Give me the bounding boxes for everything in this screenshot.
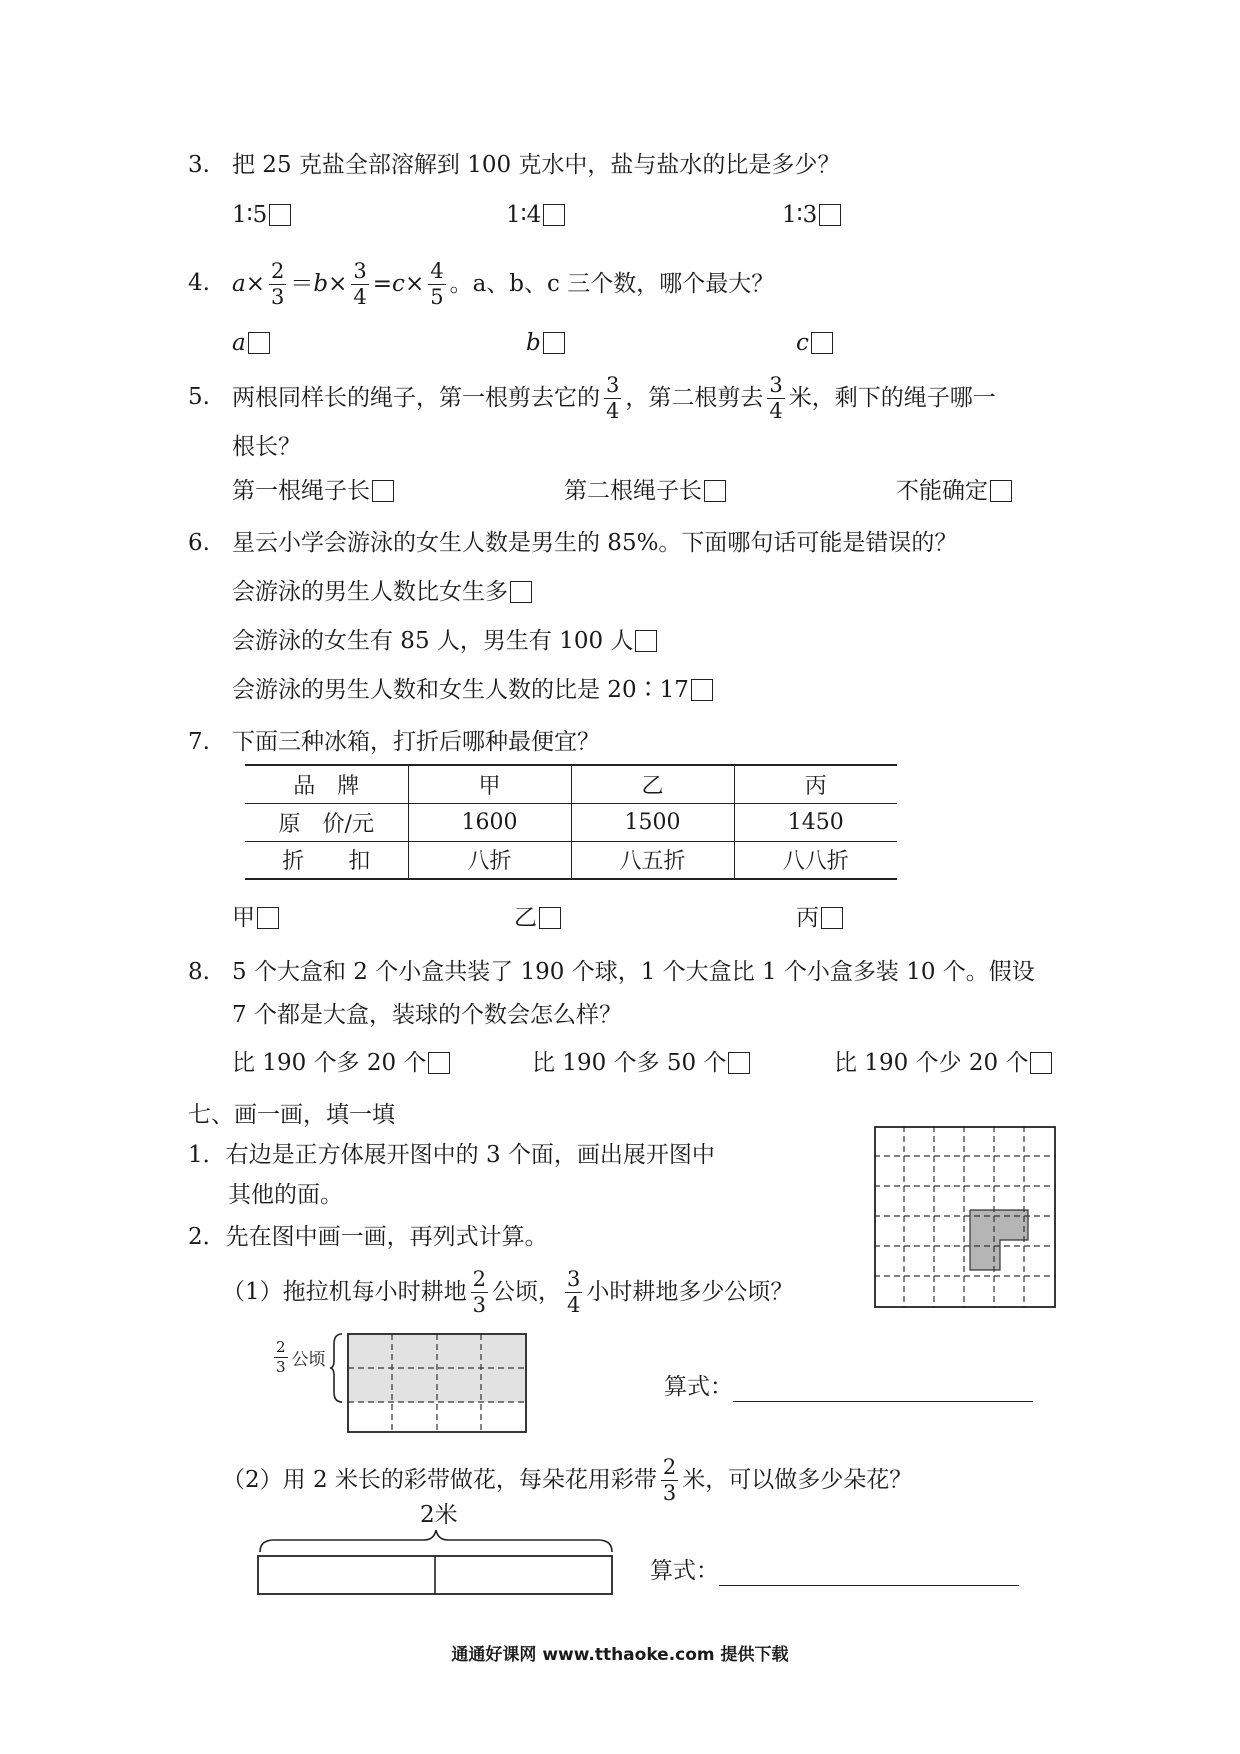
table-cell: 折 扣 xyxy=(282,849,371,875)
q3-option-3[interactable] xyxy=(782,200,841,230)
checkbox[interactable] xyxy=(691,679,713,701)
table-header-cell: 丙 xyxy=(734,765,897,803)
checkbox[interactable] xyxy=(269,204,291,226)
sub2-text-part: （2）用 2 米长的彩带做花，每朵花用彩带 xyxy=(222,1467,657,1493)
q3-option-2[interactable] xyxy=(506,200,565,230)
table-cell: 1450 xyxy=(734,803,897,841)
grid-lines xyxy=(874,1126,1056,1308)
formula-row-2 xyxy=(650,1556,1019,1586)
checkbox[interactable] xyxy=(543,204,565,226)
footer-text: 通通好课网 www.tthaoke.com 提供下载 xyxy=(451,1645,789,1665)
option-label: c xyxy=(796,330,809,356)
checkbox[interactable] xyxy=(704,480,726,502)
answer-line[interactable] xyxy=(719,1560,1019,1586)
checkbox[interactable] xyxy=(257,907,279,929)
checkbox[interactable] xyxy=(635,630,657,652)
checkbox[interactable] xyxy=(811,332,833,354)
table-cell: 八八折 xyxy=(734,841,897,879)
q5-number: 5. xyxy=(188,384,210,410)
formula-label: 算式： xyxy=(650,1558,719,1584)
checkbox[interactable] xyxy=(539,907,561,929)
section7-item1-line2: 其他的面。 xyxy=(228,1182,343,1208)
var-b: b xyxy=(313,271,329,297)
option-label: a xyxy=(232,330,246,356)
answer-line[interactable] xyxy=(733,1376,1033,1402)
equals-sign: = xyxy=(372,271,393,297)
table-cell: 1600 xyxy=(408,803,571,841)
section7-item1-line1: 1．右边是正方体展开图中的 3 个面，画出展开图中 xyxy=(188,1142,715,1168)
table-header-row xyxy=(245,765,897,803)
sub1-text-part: （1）拖拉机每小时耕地 xyxy=(222,1279,467,1305)
section7-item2: 2．先在图中画一画，再列式计算。 xyxy=(188,1224,548,1250)
checkbox[interactable] xyxy=(990,480,1012,502)
diagram2-label: 2米 xyxy=(420,1502,458,1528)
sub1-text-part: 公顷， xyxy=(492,1279,562,1305)
var-a: a xyxy=(232,271,246,297)
q6-option-3[interactable] xyxy=(232,675,713,705)
option-label: 乙 xyxy=(514,905,537,931)
fraction: $\frac{3}{4}$ xyxy=(567,1266,581,1317)
q4-option-a[interactable] xyxy=(232,328,270,358)
checkbox[interactable] xyxy=(1030,1052,1052,1074)
ribbon-diagram[interactable] xyxy=(256,1530,618,1600)
q3-option-1[interactable] xyxy=(232,200,291,230)
option-label: 甲 xyxy=(232,905,255,931)
cube-net-grid[interactable] xyxy=(874,1126,1056,1308)
q7-option-3[interactable] xyxy=(796,903,843,933)
fraction: $\frac{2}{3}$ xyxy=(276,1338,286,1376)
q7-text: 下面三种冰箱，打折后哪种最便宜？ xyxy=(232,729,600,755)
option-label: 1∶4 xyxy=(506,202,542,228)
q5-option-3[interactable] xyxy=(896,476,1012,506)
q6-option-2[interactable] xyxy=(232,626,657,656)
q7-number: 7. xyxy=(188,729,210,755)
option-label: 比 190 个多 20 个 xyxy=(232,1050,427,1076)
fraction: $\frac{3}{4}$ xyxy=(606,372,620,423)
diagram1-label xyxy=(270,1340,326,1375)
q7-option-1[interactable] xyxy=(232,903,279,933)
q6-option-1[interactable] xyxy=(232,577,532,607)
option-label: 比 190 个少 20 个 xyxy=(834,1050,1029,1076)
equals-sign: ＝ xyxy=(290,271,314,297)
q8-option-1[interactable] xyxy=(232,1048,450,1078)
checkbox[interactable] xyxy=(728,1052,750,1074)
q4-question: 。a、b、c 三个数，哪个最大？ xyxy=(449,271,775,297)
fraction: $\frac{2}{3}$ xyxy=(271,258,285,309)
checkbox[interactable] xyxy=(819,204,841,226)
checkbox[interactable] xyxy=(372,480,394,502)
sub1-text xyxy=(222,1262,793,1322)
q5-text-line2: 根长？ xyxy=(232,434,301,460)
sub1-text-part: 小时耕地多少公顷？ xyxy=(586,1279,794,1305)
option-label: 会游泳的男生人数比女生多 xyxy=(232,579,508,605)
q5-option-1[interactable] xyxy=(232,476,394,506)
q6-text: 星云小学会游泳的女生人数是男生的 85%。下面哪句话可能是错误的？ xyxy=(232,530,958,556)
q4-option-b[interactable] xyxy=(526,328,565,358)
table-row xyxy=(245,803,897,841)
var-c: c xyxy=(392,271,405,297)
diagram1-unit: 公顷 xyxy=(291,1350,326,1370)
q5-text-part: 米，剩下的绳子哪一 xyxy=(788,385,996,411)
sub2-text xyxy=(222,1450,912,1510)
section-title: 七、画一画，填一填 xyxy=(188,1102,395,1128)
table-header-cell: 乙 xyxy=(571,765,734,803)
checkbox[interactable] xyxy=(248,332,270,354)
times-sign: × xyxy=(328,271,348,297)
option-label: 比 190 个多 50 个 xyxy=(532,1050,727,1076)
option-label: 1∶3 xyxy=(782,202,818,228)
option-label: 第二根绳子长 xyxy=(564,478,702,504)
price-table xyxy=(245,764,897,880)
q7-option-2[interactable] xyxy=(514,903,561,933)
option-label: 丙 xyxy=(796,905,819,931)
option-label: b xyxy=(526,330,541,356)
option-label: 第一根绳子长 xyxy=(232,478,370,504)
option-label: 会游泳的男生人数和女生人数的比是 20∶17 xyxy=(232,677,689,703)
cube-face-shaded xyxy=(970,1210,1028,1240)
fraction: $\frac{4}{5}$ xyxy=(430,258,444,309)
q3-text: 把 25 克盐全部溶解到 100 克水中，盐与盐水的比是多少？ xyxy=(232,152,841,178)
option-label: 不能确定 xyxy=(896,478,988,504)
fraction: $\frac{3}{4}$ xyxy=(769,372,783,423)
q6-number: 6. xyxy=(188,530,210,556)
times-sign: × xyxy=(404,271,425,297)
table-header-cell: 甲 xyxy=(408,765,571,803)
fraction: $\frac{2}{3}$ xyxy=(472,1266,487,1317)
brace xyxy=(330,1334,342,1402)
q4-number: 4. xyxy=(188,270,210,296)
table-cell: 1500 xyxy=(571,803,734,841)
table-cell: 八五折 xyxy=(571,841,734,879)
q5-text-part: ，第二根剪去 xyxy=(625,385,764,411)
q8-number: 8. xyxy=(188,959,210,985)
q5-text-part: 两根同样长的绳子，第一根剪去它的 xyxy=(232,385,600,411)
table-cell: 原 价/元 xyxy=(278,811,374,837)
formula-label: 算式： xyxy=(664,1374,733,1400)
q5-option-2[interactable] xyxy=(564,476,726,506)
q8-option-3[interactable] xyxy=(834,1048,1052,1078)
brace xyxy=(260,1530,612,1552)
times-sign: × xyxy=(245,271,265,297)
option-label: 1∶5 xyxy=(232,202,268,228)
area-diagram[interactable] xyxy=(330,1330,530,1436)
checkbox[interactable] xyxy=(543,332,565,354)
table-cell: 八折 xyxy=(408,841,571,879)
q4-option-c[interactable] xyxy=(796,328,833,358)
q4-equation xyxy=(232,254,774,314)
q5-text xyxy=(232,368,996,428)
formula-row-1 xyxy=(664,1372,1033,1402)
checkbox[interactable] xyxy=(510,581,532,603)
sub2-text-part: 米，可以做多少朵花？ xyxy=(682,1467,913,1493)
option-label: 会游泳的女生有 85 人，男生有 100 人 xyxy=(232,628,634,654)
q8-text-line1: 5 个大盒和 2 个小盒共装了 190 个球，1 个大盒比 1 个小盒多装 10 个。假设 xyxy=(232,959,1035,985)
cube-face-shaded xyxy=(970,1240,1000,1270)
table-row xyxy=(245,841,897,879)
fraction: $\frac{3}{4}$ xyxy=(353,258,367,309)
checkbox[interactable] xyxy=(821,907,843,929)
q8-text-line2: 7 个都是大盒，装球的个数会怎么样？ xyxy=(232,1002,622,1028)
table-header-cell: 品 牌 xyxy=(293,773,360,799)
fraction: $\frac{2}{3}$ xyxy=(662,1454,677,1505)
checkbox[interactable] xyxy=(428,1052,450,1074)
q3-number: 3. xyxy=(188,152,210,178)
q8-option-2[interactable] xyxy=(532,1048,750,1078)
